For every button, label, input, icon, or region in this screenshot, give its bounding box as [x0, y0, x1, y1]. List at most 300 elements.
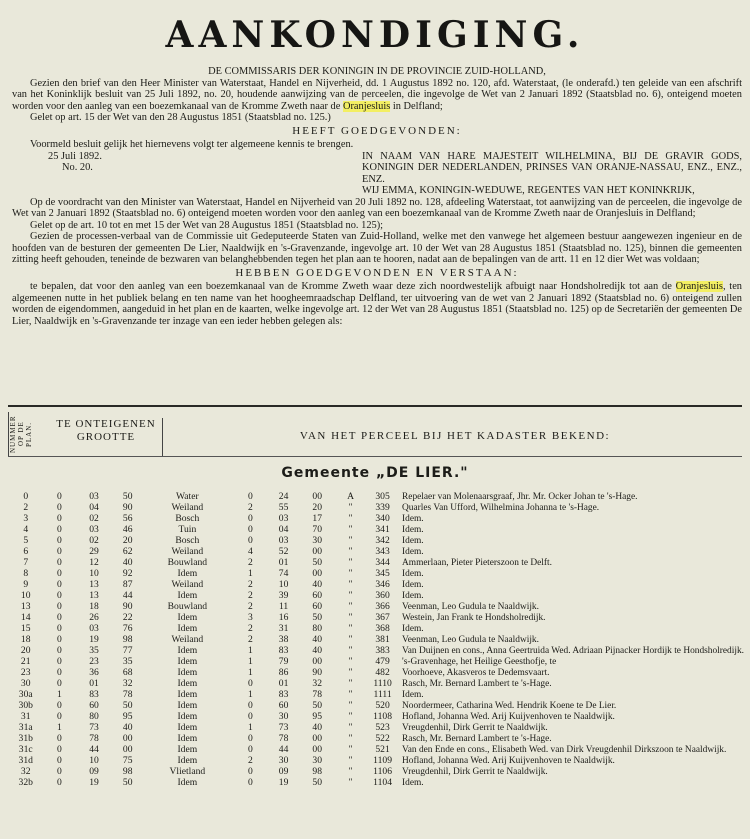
table-cell: 40	[122, 557, 133, 568]
table-cell: 23	[20, 667, 31, 678]
table-cell: 30	[312, 535, 322, 546]
table-cell: 6	[23, 546, 29, 557]
table-cell: 90	[122, 601, 133, 612]
table-cell: Idem	[177, 612, 198, 623]
table-cell: Quarles Van Ufford, Wilhelmina Johanna te 's-Hage.	[402, 503, 600, 513]
table-cell: 13	[89, 590, 99, 601]
table-cell: 521	[375, 744, 390, 755]
table-cell: 40	[312, 645, 322, 656]
paragraph-text: te bepalen, dat voor den aanleg van een boezemkanaal van de Kromme Zweth waar deze zich noordwestelijk afbuigt naar Hondsholredijk tot aan de	[30, 281, 672, 292]
table-cell: 0	[56, 766, 62, 777]
table-cell: Idem	[177, 722, 198, 733]
table-cell: 50	[122, 777, 133, 788]
table-cell: Idem.	[402, 624, 424, 634]
table-cell: "	[348, 689, 353, 700]
table-cell: 0	[56, 568, 62, 579]
table-cell: 38	[278, 634, 289, 645]
table-cell: 04	[278, 524, 289, 535]
table-cell: 1	[56, 722, 62, 733]
table-cell: 01	[278, 678, 289, 689]
table-cell: 18	[89, 601, 99, 612]
table-cell: Vreugdenhil, Dirk Gerrit te Naaldwijk.	[402, 767, 548, 777]
table-cell: 31	[20, 711, 31, 722]
table-cell: 00	[312, 656, 322, 667]
table-cell: 368	[375, 623, 390, 634]
table-cell: 19	[89, 634, 99, 645]
table-cell: 0	[248, 513, 253, 524]
table-cell: 35	[89, 645, 99, 656]
table-cell: Idem.	[402, 514, 424, 524]
table-cell: 342	[375, 535, 390, 546]
paragraph-gelet: Gelet op art. 15 der Wet van den 28 Augustus 1851 (Staatsblad no. 125.)	[30, 112, 331, 123]
table-cell: Idem	[177, 733, 198, 744]
table-cell: 01	[89, 678, 99, 689]
page-title: AANKONDIGING.	[165, 14, 585, 56]
header-kadaster: VAN HET PERCEEL BIJ HET KADASTER BEKEND:	[299, 430, 611, 442]
table-cell: 60	[278, 700, 289, 711]
table-cell: 60	[89, 700, 99, 711]
table-cell: 02	[89, 535, 99, 546]
table-cell: 74	[278, 568, 289, 579]
table-cell: Bouwland	[167, 601, 208, 612]
table-cell: A	[347, 491, 355, 502]
table-cell: 2	[248, 601, 253, 612]
table-cell: 09	[278, 766, 289, 777]
table-cell: 0	[248, 535, 253, 546]
table-cell: 44	[122, 590, 133, 601]
table-cell: Bosch	[175, 535, 200, 546]
table-cell: 40	[312, 634, 322, 645]
table-cell: 1111	[373, 689, 392, 700]
table-cell: 24	[278, 491, 289, 502]
table-cell: "	[348, 568, 353, 579]
table-cell: 0	[56, 546, 62, 557]
table-cell: Voorhoeve, Akasveros te Dedemsvaart.	[402, 668, 550, 678]
table-cell: 0	[56, 612, 62, 623]
table-cell: Idem.	[402, 580, 424, 590]
table-cell: 14	[20, 612, 31, 623]
table-cell: 339	[375, 502, 390, 513]
table-cell: 0	[56, 634, 62, 645]
table-cell: 50	[312, 700, 322, 711]
table-cell: 10	[278, 579, 289, 590]
table-cell: 2	[248, 502, 253, 513]
table-cell: 1106	[373, 766, 392, 777]
table-cell: 00	[122, 733, 133, 744]
table-cell: 31b	[18, 733, 33, 744]
table-cell: 0	[56, 579, 62, 590]
paragraph-text: , ten algemeenen nutte in het publiek belang en ten name van het hoogheemraadschap Delfland, ter uitvoering van de wet van 2 Januari 1892 (Staatsblad no. 6) onteigend zullen worden de eigendommen, aangeduid in het plan en de kaarten, welke ingevolge art. 12 der Wet van 28 Augustus 1851 (Staatsblad no. 125) op de Secretariën der gemeenten De Lier, Naaldwijk en 's-Gravenzande ter inzage van een ieder hebben gelegen als:	[12, 281, 743, 327]
table-cell: 0	[248, 711, 253, 722]
table-cell: 50	[312, 557, 322, 568]
table-cell: 30	[278, 755, 289, 766]
table-cell: 0	[56, 524, 62, 535]
table-cell: 39	[278, 590, 289, 601]
table-cell: "	[348, 733, 353, 744]
table-cell: Noordermeer, Catharina Wed. Hendrik Koene te De Lier.	[402, 701, 617, 711]
table-cell: 0	[56, 700, 62, 711]
table-cell: 83	[278, 689, 289, 700]
table-cell: 13	[89, 579, 99, 590]
table-cell: Idem	[177, 623, 198, 634]
table-cell: Idem	[177, 645, 198, 656]
table-cell: 16	[278, 612, 289, 623]
table-cell: 0	[56, 733, 62, 744]
table-cell: 0	[56, 645, 62, 656]
table-cell: 00	[312, 733, 322, 744]
table-cell: 90	[312, 667, 322, 678]
table-cell: 77	[122, 645, 133, 656]
table-cell: Idem.	[402, 591, 424, 601]
table-cell: 0	[248, 524, 253, 535]
table-cell: 50	[122, 491, 133, 502]
table-cell: 8	[23, 568, 29, 579]
table-cell: 40	[312, 579, 322, 590]
table-cell: 78	[278, 733, 289, 744]
table-cell: 343	[375, 546, 390, 557]
table-cell: Idem.	[402, 690, 424, 700]
table-cell: Weiland	[171, 502, 204, 513]
table-cell: 2	[248, 634, 253, 645]
table-cell: 523	[375, 722, 390, 733]
table-cell: 482	[375, 667, 390, 678]
table-cell: 20	[20, 645, 31, 656]
decree-block	[12, 151, 742, 197]
table-cell: Westein, Jan Frank te Hondsholredijk.	[402, 613, 546, 623]
table-cell: 86	[278, 667, 289, 678]
table-cell: Idem.	[402, 525, 424, 535]
table-cell: 30a	[18, 689, 33, 700]
table-cell: 366	[375, 601, 390, 612]
table-cell: 0	[248, 491, 253, 502]
decree-left	[12, 151, 132, 197]
table-cell: 76	[122, 623, 133, 634]
table-cell: 01	[278, 557, 289, 568]
table-cell: 31	[278, 623, 289, 634]
table-cell: 80	[312, 623, 322, 634]
table-cell: 1	[248, 568, 253, 579]
table-cell: 13	[20, 601, 31, 612]
decree-wij-emma: WIJ EMMA, KONINGIN-WEDUWE, REGENTES VAN HET KONINKRIJK,	[362, 185, 695, 196]
table-cell: 1	[56, 689, 62, 700]
table-cell: 367	[375, 612, 390, 623]
table-cell: 2	[248, 623, 253, 634]
table-cell: Tuin	[178, 524, 197, 535]
table-cell: 00	[312, 546, 322, 557]
table-cell: Water	[176, 491, 199, 502]
header-grootte-line2: GROOTTE	[76, 431, 136, 443]
table-cell: "	[348, 513, 353, 524]
table-cell: 11	[278, 601, 289, 612]
table-cell: "	[348, 524, 353, 535]
paragraph-bepalen	[12, 281, 742, 327]
header-grootte	[50, 418, 163, 456]
table-cell: 479	[375, 656, 390, 667]
table-cell: 0	[56, 678, 62, 689]
table-cell: "	[348, 700, 353, 711]
table-cell: 60	[312, 601, 322, 612]
table-cell: Veenman, Leo Gudula te Naaldwijk.	[402, 635, 539, 645]
table-cell: 79	[278, 656, 289, 667]
paragraph-gelet-2: Gelet op de art. 10 tot en met 15 der Wet van 28 Augustus 1851 (Staatsblad no. 125);	[30, 219, 384, 231]
table-cell: 36	[89, 667, 99, 678]
table-cell: 12	[89, 557, 99, 568]
table-cell: 95	[122, 711, 133, 722]
table-cell: 0	[248, 777, 253, 788]
table-cell: 17	[312, 513, 322, 524]
table-cell: 32	[312, 678, 322, 689]
table-cell: Idem	[177, 777, 198, 788]
table-cell: 0	[56, 711, 62, 722]
table-cell: "	[348, 612, 353, 623]
table-cell: 03	[278, 535, 289, 546]
paragraph-voormeld: Voormeld besluit gelijk het hiernevens volgt ter algemeene kennis te brengen.	[30, 139, 354, 150]
decree-date: 25 Juli 1892.	[48, 150, 102, 162]
table-cell: 1104	[373, 777, 392, 788]
table-cell: 00	[122, 744, 133, 755]
table-cell: 22	[122, 612, 133, 623]
table-cell: 31a	[18, 722, 33, 733]
table-cell: 3	[23, 513, 29, 524]
paragraph-text: in Delfland;	[392, 100, 443, 112]
table-cell: 1	[248, 689, 253, 700]
table-cell: 10	[89, 755, 99, 766]
table-cell: 52	[278, 546, 289, 557]
table-cell: 50	[312, 777, 322, 788]
table-cell: 0	[56, 744, 62, 755]
table-cell: Weiland	[171, 579, 204, 590]
table-cell: 40	[312, 722, 322, 733]
table-cell: "	[348, 722, 353, 733]
table-cell: 10	[20, 590, 31, 601]
table-cell: "	[348, 777, 353, 788]
table-cell: 2	[248, 755, 253, 766]
table-cell: 00	[312, 568, 322, 579]
table-header	[8, 412, 742, 457]
table-cell: Idem.	[402, 778, 424, 788]
table-cell: "	[348, 755, 353, 766]
table-cell: 03	[89, 491, 99, 502]
table-cell: 04	[89, 502, 99, 513]
table-cell: Idem.	[402, 569, 424, 579]
paragraph-processen: Gezien de processen-verbaal van de Commissie uit Gedeputeerde Staten van Zuid-Holland, welke met den vanwege het algemeen bestuur aangewezen ingenieur en de hoofden van de besturen der gemeenten De Lier, Naaldwijk en 's-Gravenzande, ingevolge art. 10 der Wet van 28 Augustus 1851 (Staatsblad no. 125), binnen die gemeenten zitting heeft gehouden, teneinde de bezwaren van belanghebbenden tegen het plan aan te hooren, nadat aan de bepalingen van de artt. 11 en 12 dier Wet was voldaan;	[12, 231, 742, 265]
table-cell: 4	[248, 546, 253, 557]
header-grootte-line1: TE ONTEIGENEN	[56, 418, 156, 430]
parcel-table	[8, 492, 746, 789]
table-cell: 31c	[18, 744, 33, 755]
table-cell: 381	[375, 634, 390, 645]
table-cell: Idem	[177, 678, 198, 689]
table-cell: 32	[122, 678, 133, 689]
table-cell: 83	[89, 689, 99, 700]
table-cell: 44	[278, 744, 289, 755]
paragraph-text: Gezien den brief van den Heer Minister van Waterstaat, Handel en Nijverheid, dd. 1 Augustus 1892 no. 120, afd. Waterstaat, (le onderafd.) ten geleide van een afschrift van het Koninklijk besluit van 25 Juli 1892, no. 20, houdende aanwijzing van de perceelen, die ingevolge de Wet van 2 Januari 1892 (Staatsblad no. 6), onteigend moeten worden voor den aanleg van een boezemkanaal van de Kromme Zweth naar de	[12, 77, 742, 112]
table-cell: "	[348, 711, 353, 722]
table-cell: 345	[375, 568, 390, 579]
commissaris-line: DE COMMISSARIS DER KONINGIN IN DE PROVINCIE ZUID-HOLLAND,	[208, 66, 546, 77]
table-cell: 46	[122, 524, 133, 535]
table-cell: 305	[375, 491, 390, 502]
table-cell: 0	[56, 667, 62, 678]
table-cell: 0	[56, 656, 62, 667]
table-cell: 0	[56, 535, 62, 546]
table-cell: "	[348, 601, 353, 612]
table-cell: 62	[122, 546, 133, 557]
table-cell: 30	[278, 711, 289, 722]
table-cell: "	[348, 656, 353, 667]
table-cell: 98	[312, 766, 322, 777]
table-cell: 5	[23, 535, 29, 546]
table-cell: 0	[248, 766, 253, 777]
table-cell: 29	[89, 546, 99, 557]
parcel-table-body	[8, 492, 746, 789]
table-cell: 0	[23, 491, 29, 502]
table-cell: Vlietland	[169, 766, 206, 777]
header-plan-number: NUMMER OP DE PLAN.	[8, 412, 49, 456]
decree-right	[362, 151, 742, 197]
table-cell: 0	[56, 623, 62, 634]
table-cell: Rasch, Mr. Bernard Lambert te 's-Hage.	[402, 734, 552, 744]
table-cell: 87	[122, 579, 133, 590]
table-cell: Veenman, Leo Gudula te Naaldwijk.	[402, 602, 539, 612]
table-cell: Repelaer van Molenaarsgraaf, Jhr. Mr. Ocker Johan te 's-Hage.	[402, 492, 638, 502]
table-cell: Idem	[177, 667, 198, 678]
table-cell: "	[348, 645, 353, 656]
table-cell: "	[348, 744, 353, 755]
table-cell: 346	[375, 579, 390, 590]
table-cell: 0	[56, 755, 62, 766]
table-cell: Van den Ende en cons., Elisabeth Wed. van Dirk Vreugdenhil Dirkszoon te Naaldwijk.	[402, 745, 727, 755]
table-cell: 0	[56, 513, 62, 524]
table-row	[8, 778, 746, 789]
table-cell: 344	[375, 557, 390, 568]
table-cell: Idem	[177, 656, 198, 667]
section-divider	[8, 405, 742, 407]
table-cell: 9	[23, 579, 29, 590]
table-cell: Rasch, Mr. Bernard Lambert te 's-Hage.	[402, 679, 552, 689]
decree-in-naam: IN NAAM VAN HARE MAJESTEIT WILHELMINA, BIJ DE GRAVIR GODS, KONINGIN DER NEDERLANDEN, PRINSES VAN ORANJE-NASSAU, ENZ., ENZ., ENZ.	[362, 150, 742, 185]
table-cell: "	[348, 579, 353, 590]
table-cell: 00	[312, 491, 322, 502]
table-cell: 75	[122, 755, 133, 766]
table-cell: Vreugdenhil, Dirk Gerrit te Naaldwijk.	[402, 723, 548, 733]
table-cell: "	[348, 634, 353, 645]
table-cell: Idem	[177, 590, 198, 601]
table-cell: 2	[23, 502, 29, 513]
announcement-body	[12, 66, 742, 327]
paragraph-voordracht: Op de voordracht van den Minister van Waterstaat, Handel en Nijverheid van 20 Juli 1892 no. 128, afdeeling Waterstaat, tot aanwijzing van de perceelen, die ingevolge de Wet van 2 Januari 1892 (Staatsblad no. 6) onteigend moeten worden voor den aanleg van een boezemkanaal van de Kromme Zweth naar de Oranjesluis in Delfland;	[12, 196, 742, 219]
table-cell: 02	[89, 513, 99, 524]
highlight-oranjesluis: Oranjesluis	[675, 281, 723, 292]
table-cell: 03	[89, 623, 99, 634]
table-cell: 21	[20, 656, 31, 667]
table-cell: 1108	[373, 711, 392, 722]
table-cell: 78	[312, 689, 322, 700]
table-cell: 's-Gravenhage, het Heilige Geesthofje, te	[402, 657, 557, 667]
table-cell: 03	[278, 513, 289, 524]
table-cell: 68	[122, 667, 133, 678]
table-cell: 2	[248, 590, 253, 601]
table-cell: "	[348, 502, 353, 513]
table-cell: 23	[89, 656, 99, 667]
table-cell: 30	[20, 678, 31, 689]
table-cell: Weiland	[171, 634, 204, 645]
table-cell: 1	[248, 722, 253, 733]
table-cell: Idem	[177, 711, 198, 722]
table-cell: 3	[248, 612, 253, 623]
table-cell: 1	[248, 645, 253, 656]
table-cell: 10	[89, 568, 99, 579]
table-cell: 0	[248, 744, 253, 755]
table-cell: Van Duijnen en cons., Anna Geertruida Wed. Adriaan Pijnacker Hordijk te Hondsholredijk.	[402, 646, 744, 656]
table-cell: 70	[312, 524, 322, 535]
table-cell: Weiland	[171, 546, 204, 557]
table-cell: 55	[278, 502, 289, 513]
table-cell: 30b	[18, 700, 33, 711]
table-cell: Idem	[177, 689, 198, 700]
table-cell: 0	[56, 502, 62, 513]
table-cell: 40	[122, 722, 133, 733]
table-cell: 09	[89, 766, 99, 777]
table-cell: 341	[375, 524, 390, 535]
table-cell: 83	[278, 645, 289, 656]
table-cell: Idem	[177, 700, 198, 711]
table-cell: 1109	[373, 755, 392, 766]
table-cell: "	[348, 590, 353, 601]
table-cell: 20	[122, 535, 133, 546]
gemeente-heading: Gemeente „DE LIER."	[281, 465, 469, 481]
table-cell: 0	[56, 491, 62, 502]
table-cell: "	[348, 766, 353, 777]
table-cell: 98	[122, 766, 133, 777]
table-cell: "	[348, 667, 353, 678]
table-cell: 1110	[373, 678, 392, 689]
table-cell: 0	[248, 700, 253, 711]
table-cell: 92	[122, 568, 133, 579]
table-cell: 0	[248, 678, 253, 689]
table-cell: 50	[312, 612, 322, 623]
table-cell: 56	[122, 513, 133, 524]
table-cell: 0	[56, 557, 62, 568]
table-cell: Ammerlaan, Pieter Pieterszoon te Delft.	[402, 558, 552, 568]
table-cell: 32b	[18, 777, 33, 788]
table-cell: 78	[89, 733, 99, 744]
table-cell: 60	[312, 590, 322, 601]
table-cell: 32	[20, 766, 31, 777]
table-cell: 73	[89, 722, 99, 733]
table-cell: 35	[122, 656, 133, 667]
table-cell: 31d	[18, 755, 33, 766]
table-cell: 7	[23, 557, 29, 568]
highlight-oranjesluis: Oranjesluis	[342, 100, 391, 112]
paragraph-gezien	[12, 78, 742, 113]
table-cell: Idem.	[402, 547, 424, 557]
heading-heeft-goedgevonden: HEEFT GOEDGEVONDEN:	[292, 124, 462, 137]
table-cell: Bouwland	[167, 557, 208, 568]
table-cell: 73	[278, 722, 289, 733]
table-cell: 98	[122, 634, 133, 645]
table-cell: 20	[312, 502, 322, 513]
table-cell: Idem.	[402, 536, 424, 546]
table-cell: "	[348, 535, 353, 546]
table-cell: "	[348, 557, 353, 568]
table-cell: Idem	[177, 568, 198, 579]
table-cell: 44	[89, 744, 99, 755]
table-cell: "	[348, 546, 353, 557]
table-cell: Idem	[177, 744, 198, 755]
table-cell: 383	[375, 645, 390, 656]
table-cell: "	[348, 678, 353, 689]
